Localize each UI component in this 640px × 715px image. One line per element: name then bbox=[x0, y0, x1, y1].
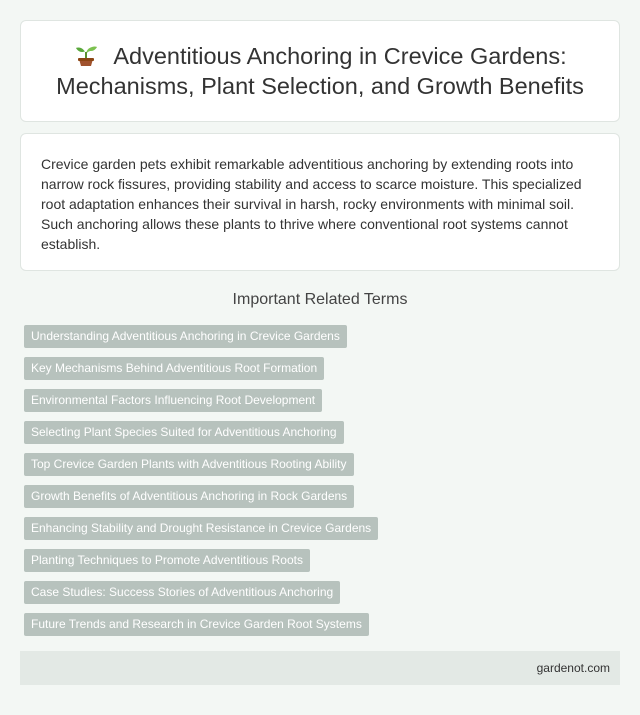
sprout-icon bbox=[73, 42, 99, 68]
term-tag[interactable]: Selecting Plant Species Suited for Adventitious Anchoring bbox=[24, 421, 344, 444]
summary-text: Crevice garden pets exhibit remarkable adventitious anchoring by extending roots into narrow rock fissures, providing stability and access to scarce moisture. This specialized root adaptation enhances their survival in harsh, rocky environments with minimal soil. Such anchoring allows these plants to thrive where conventional root systems cannot establish. bbox=[41, 156, 582, 252]
term-tag[interactable]: Case Studies: Success Stories of Adventitious Anchoring bbox=[24, 581, 340, 604]
term-tag[interactable]: Planting Techniques to Promote Adventitious Roots bbox=[24, 549, 310, 572]
term-tag[interactable]: Key Mechanisms Behind Adventitious Root Formation bbox=[24, 357, 324, 380]
page-title-text: Adventitious Anchoring in Crevice Gardens: Mechanisms, Plant Selection, and Growth Benefits bbox=[56, 43, 584, 99]
footer bbox=[20, 651, 620, 685]
term-tag[interactable]: Top Crevice Garden Plants with Adventitious Rooting Ability bbox=[24, 453, 354, 476]
term-tag[interactable]: Future Trends and Research in Crevice Garden Root Systems bbox=[24, 613, 369, 636]
term-tag[interactable]: Growth Benefits of Adventitious Anchoring in Rock Gardens bbox=[24, 485, 354, 508]
term-tag[interactable]: Environmental Factors Influencing Root Development bbox=[24, 389, 322, 412]
title-card bbox=[20, 20, 620, 122]
term-tag[interactable]: Enhancing Stability and Drought Resistance in Crevice Gardens bbox=[24, 517, 378, 540]
summary-card bbox=[20, 133, 620, 271]
page-title bbox=[45, 41, 595, 101]
terms-heading: Important Related Terms bbox=[232, 291, 408, 308]
footer-site[interactable]: gardenot.com bbox=[536, 661, 610, 675]
term-tag[interactable]: Understanding Adventitious Anchoring in Crevice Gardens bbox=[24, 325, 347, 348]
terms-list bbox=[24, 325, 624, 645]
